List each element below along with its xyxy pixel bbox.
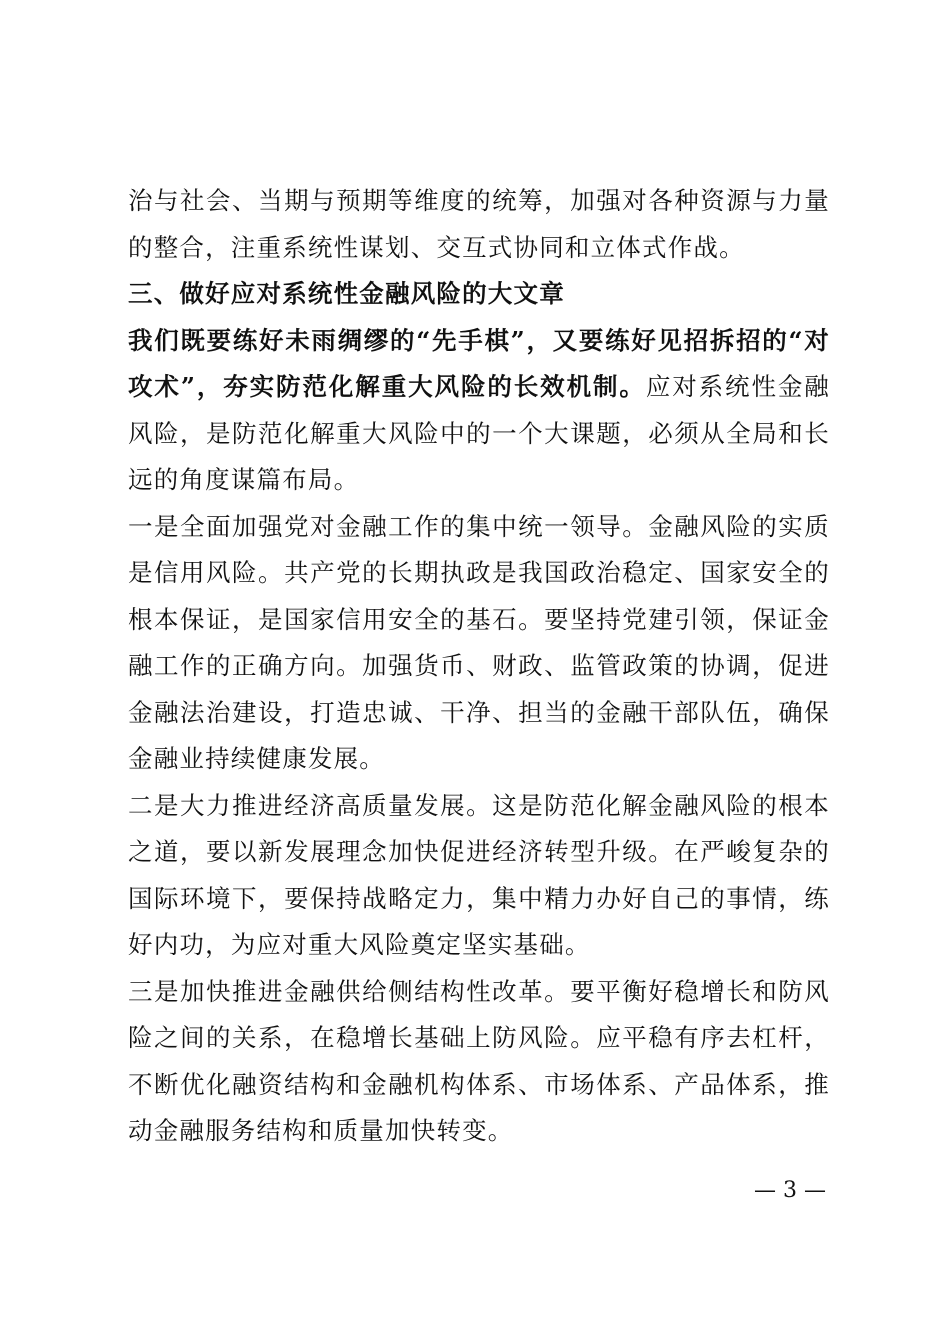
section-heading: 三、做好应对系统性金融风险的大文章 (128, 279, 565, 308)
paragraph-intro (128, 318, 830, 504)
paragraph-point-one: 一是全面加强党对金融工作的集中统一领导。金融风险的实质是信用风险。共产党的长期执政是我国政治稳定、国家安全的根本保证，是国家信用安全的基石。要坚持党建引领，保证金融工作的正确方向。加强货币、财政、监管政策的协调，促进金融法治建设，打造忠诚、干净、担当的金融干部队伍，确保金融业持续健康发展。 (128, 511, 830, 773)
document-body (128, 178, 830, 1155)
paragraph-intro-text: 应对系统性金融风险，是防范化解重大风险中的一个大课题，必须从全局和长远的角度谋篇布局。 (128, 372, 830, 494)
page-number: — 3 — (754, 1178, 826, 1203)
bold-lead-sentence: 我们既要练好未雨绸缪的“先手棋”，又要练好见招拆招的“对攻术”，夯实防范化解重大风险的长效机制。 (128, 325, 830, 401)
paragraph-continuation: 治与社会、当期与预期等维度的统筹，加强对各种资源与力量的整合，注重系统性谋划、交互式协同和立体式作战。 (128, 186, 830, 262)
paragraph-point-three: 三是加快推进金融供给侧结构性改革。要平衡好稳增长和防风险之间的关系，在稳增长基础上防风险。应平稳有序去杠杆，不断优化融资结构和金融机构体系、市场体系、产品体系，推动金融服务结构和质量加快转变。 (128, 976, 830, 1145)
paragraph-point-two: 二是大力推进经济高质量发展。这是防范化解金融风险的根本之道，要以新发展理念加快促进经济转型升级。在严峻复杂的国际环境下，要保持战略定力，集中精力办好自己的事情，练好内功，为应对重大风险奠定坚实基础。 (128, 790, 830, 959)
